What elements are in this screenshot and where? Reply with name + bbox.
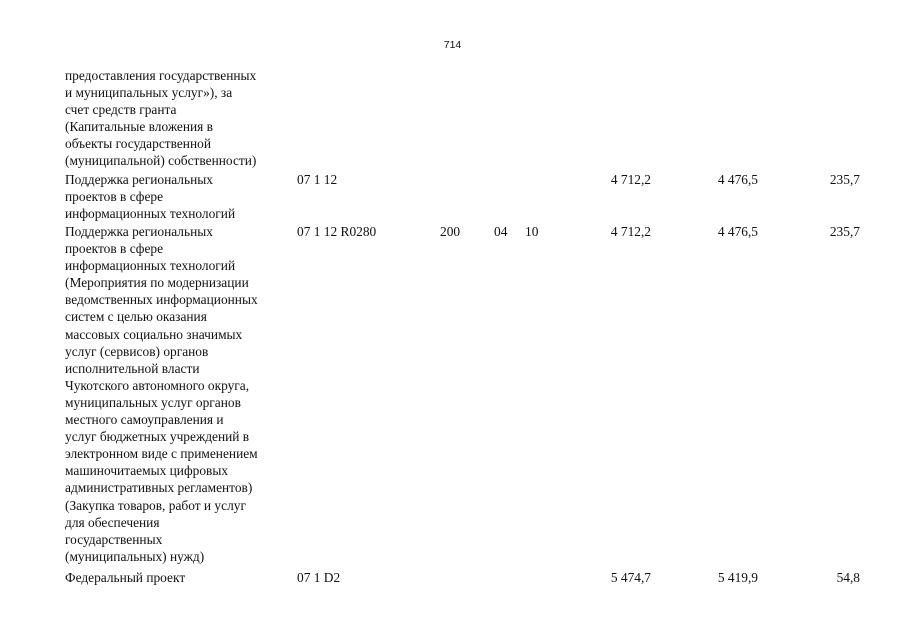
row-sum-federal: 4 476,5 xyxy=(717,224,758,239)
row-name-line: ведомственных информационных xyxy=(65,292,258,308)
row-name-line: для обеспечения xyxy=(65,514,160,530)
row-expense-type: 200 xyxy=(440,224,461,239)
row-name-line: счет средств гранта xyxy=(65,102,177,118)
row-name-line: Чукотского автономного округа, xyxy=(65,377,250,393)
row-name-line: Поддержка региональных xyxy=(65,172,213,187)
row-name xyxy=(65,171,290,222)
row-name-line: и муниципальных услуг»), за xyxy=(65,85,233,101)
row-sum-federal: 4 476,5 xyxy=(717,172,758,187)
row-name xyxy=(65,67,290,170)
row-name-line: услуг (сервисов) органов xyxy=(65,343,209,359)
row-section: 04 xyxy=(494,224,508,239)
row-name-line: Поддержка региональных xyxy=(65,224,213,239)
row-code: 07 1 D2 xyxy=(297,570,341,585)
row-name-line: электронном виде с применением xyxy=(65,446,258,462)
row-name-line: (Закупка товаров, работ и услуг xyxy=(65,497,246,513)
row-sum-regional: 235,7 xyxy=(829,172,860,187)
row-name-line: административных регламентов) xyxy=(65,480,253,496)
row-sum-regional: 235,7 xyxy=(829,224,860,239)
row-code: 07 1 12 xyxy=(297,172,338,187)
row-name-line: предоставления государственных xyxy=(65,68,257,83)
row-sum-total: 5 474,7 xyxy=(610,570,651,585)
row-name-line: проектов в сфере xyxy=(65,241,164,257)
row-name xyxy=(65,223,290,565)
row-name-line: информационных технологий xyxy=(65,206,236,222)
row-sum-total: 4 712,2 xyxy=(610,172,651,187)
row-sum-regional: 54,8 xyxy=(836,570,860,585)
row-sum-federal: 5 419,9 xyxy=(717,570,758,585)
row-name-line: Федеральный проект xyxy=(65,570,186,585)
row-name-line: услуг бюджетных учреждений в xyxy=(65,429,250,445)
row-code: 07 1 12 R0280 xyxy=(297,224,377,239)
row-name-line: (муниципальной) собственности) xyxy=(65,153,257,169)
row-name-line: государственных xyxy=(65,531,163,547)
row-name-line: муниципальных услуг органов xyxy=(65,394,241,410)
page-number: 714 xyxy=(443,39,462,51)
row-name-line: информационных технологий xyxy=(65,258,236,274)
row-name-line: объекты государственной xyxy=(65,136,212,152)
row-name-line: машиночитаемых цифровых xyxy=(65,463,229,479)
row-name-line: (муниципальных) нужд) xyxy=(65,548,205,564)
row-name-line: исполнительной власти xyxy=(65,360,200,376)
row-name-line: (Капитальные вложения в xyxy=(65,119,214,135)
row-name-line: проектов в сфере xyxy=(65,189,164,205)
row-name-line: местного самоуправления и xyxy=(65,412,224,428)
row-name-line: массовых социально значимых xyxy=(65,326,243,342)
row-subsection: 10 xyxy=(525,224,539,239)
row-name-line: систем с целью оказания xyxy=(65,309,207,325)
row-name-line: (Мероприятия по модернизации xyxy=(65,275,249,291)
row-sum-total: 4 712,2 xyxy=(610,224,651,239)
row-name xyxy=(65,569,290,586)
